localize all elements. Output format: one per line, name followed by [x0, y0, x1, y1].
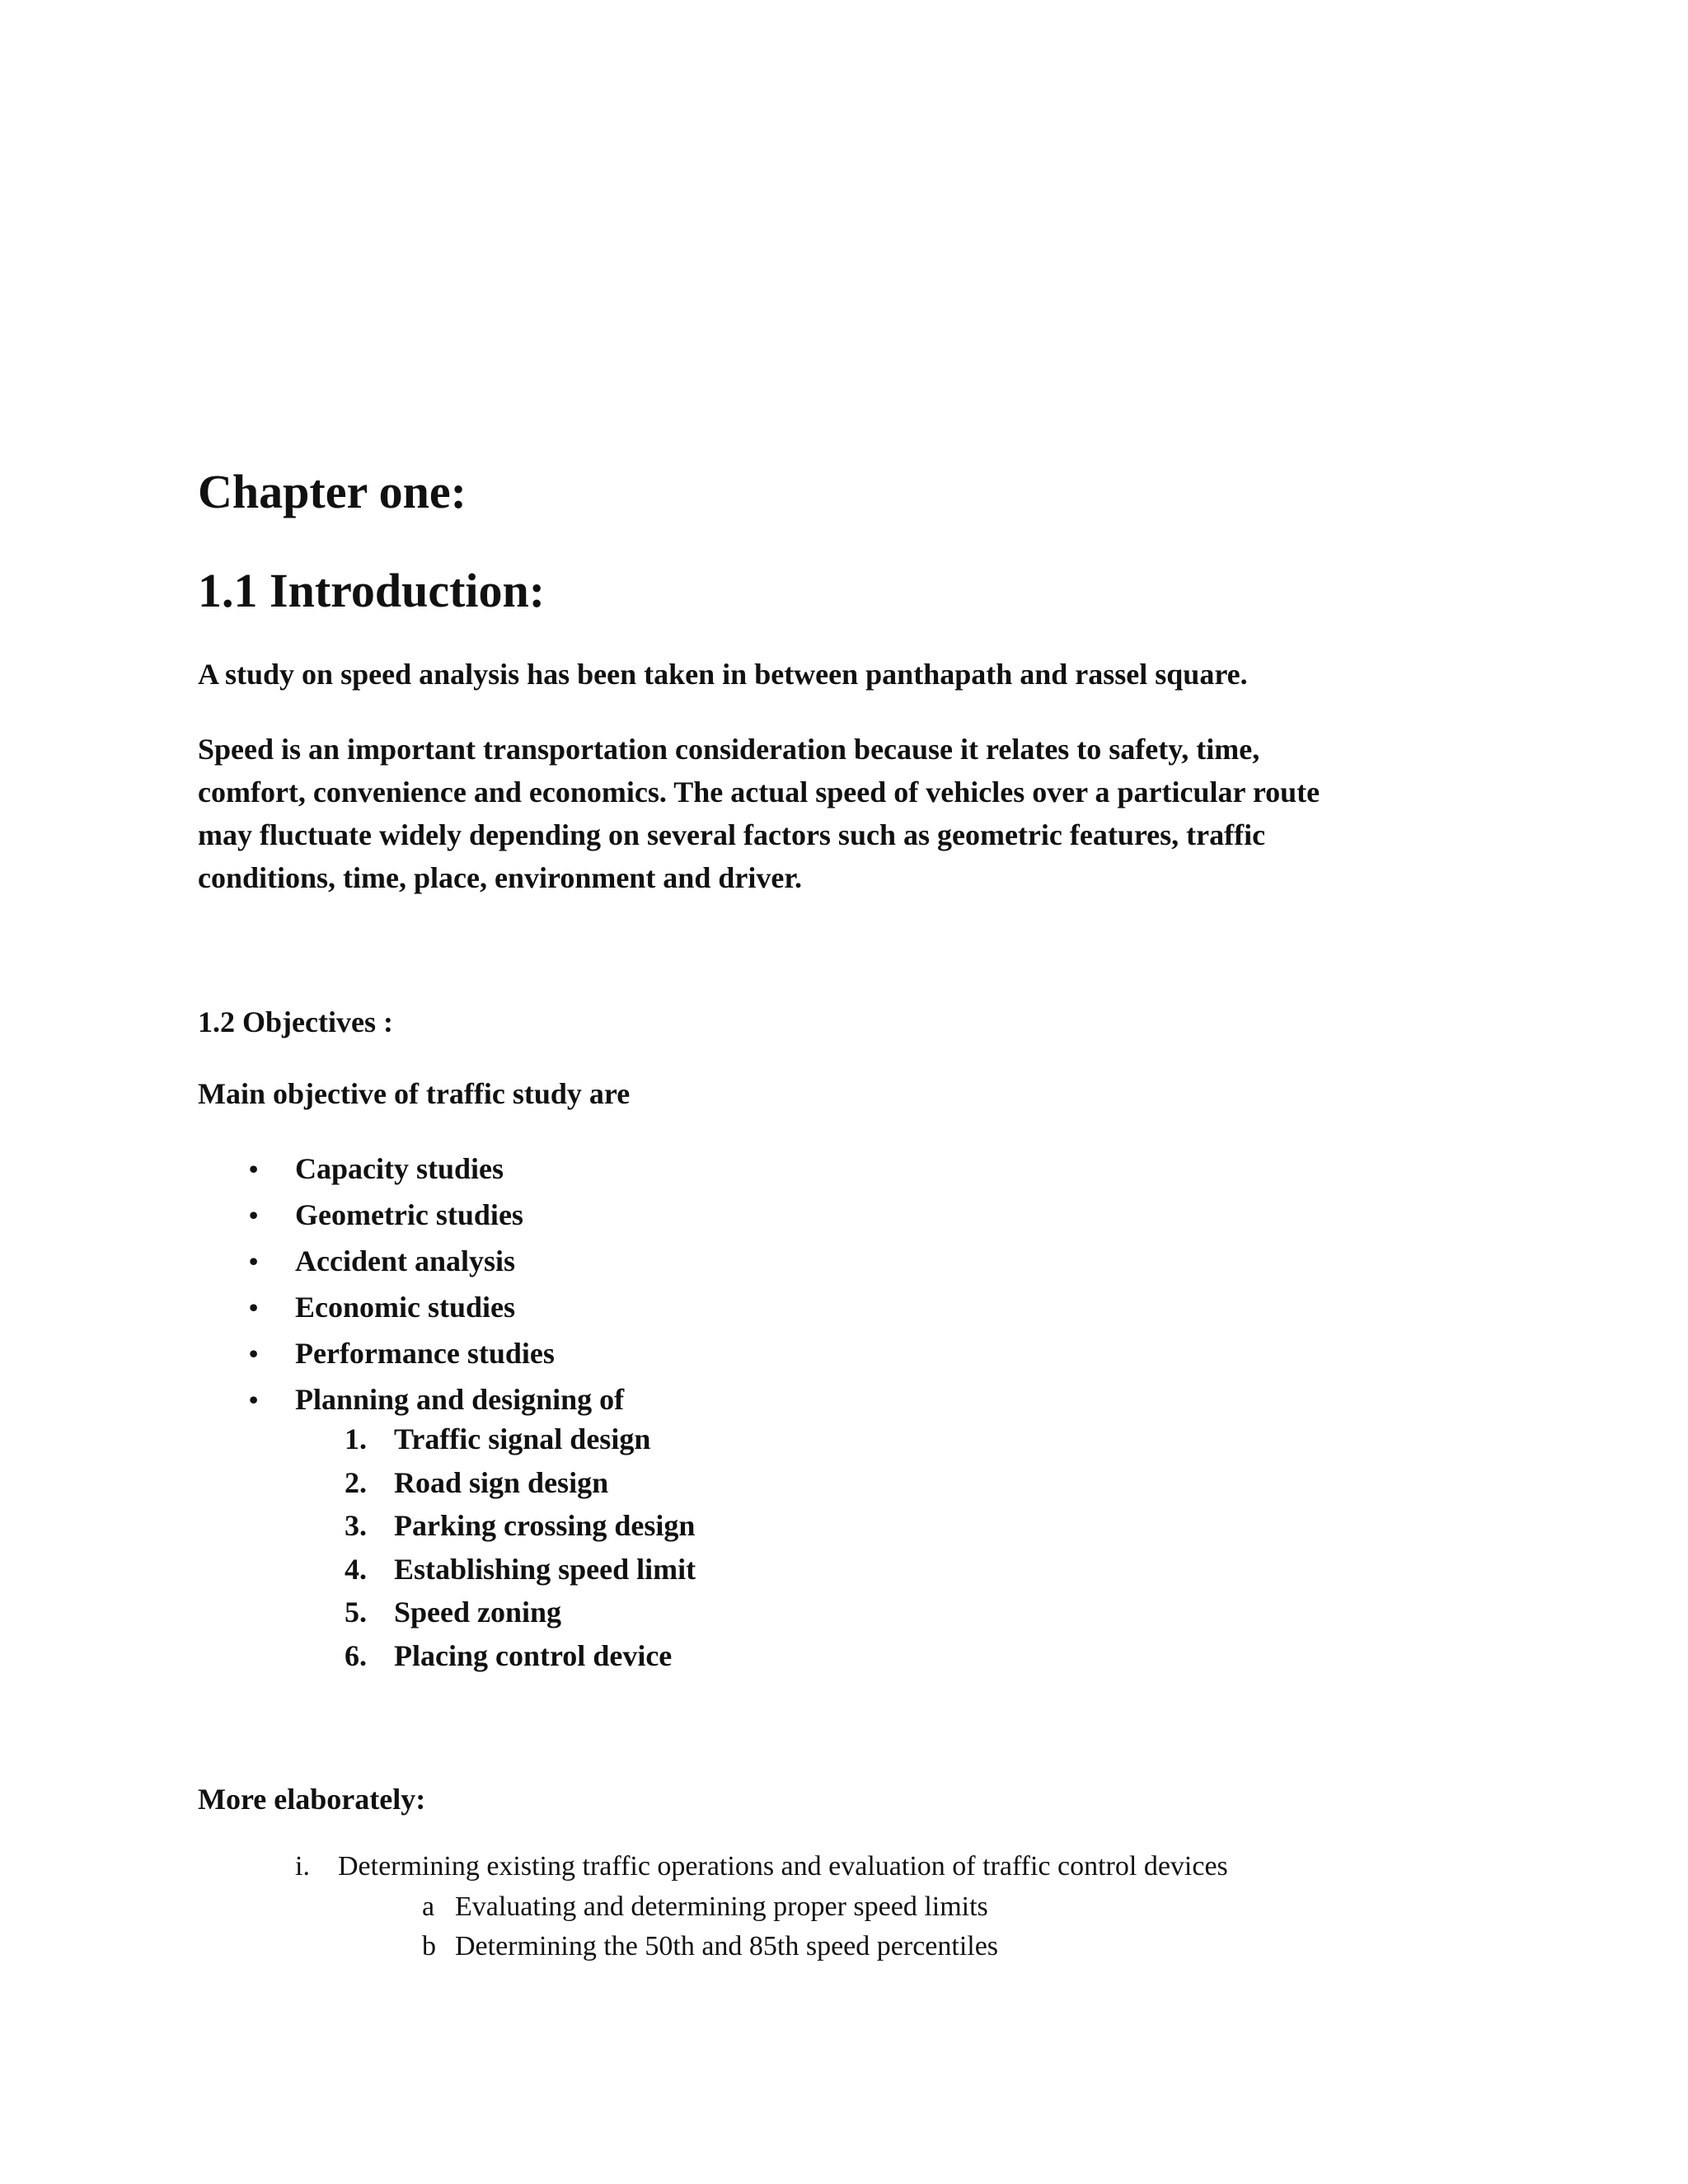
list-item-text: Determining the 50th and 85th speed percentiles [455, 1931, 999, 1961]
paragraph-line: may fluctuate widely depending on several factors such as geometric features, traffic [198, 818, 1266, 851]
objectives-heading: 1.2 Objectives : [198, 1005, 393, 1038]
list-item [198, 1284, 624, 1330]
paragraph-line: comfort, convenience and economics. The actual speed of vehicles over a particular route [198, 776, 1320, 808]
list-item [198, 1418, 696, 1461]
list-item-text: Accident analysis [295, 1244, 516, 1277]
list-item-text: Placing control device [394, 1638, 673, 1672]
more-elaborately-heading: More elaborately: [198, 1783, 426, 1816]
objectives-bullet-list [198, 1146, 624, 1422]
list-item-text: Capacity studies [295, 1152, 504, 1185]
list-item [198, 1927, 998, 1966]
list-item [198, 1238, 624, 1284]
list-number: i. [295, 1851, 310, 1882]
bullet-icon: • [249, 1385, 259, 1414]
list-item [198, 1634, 696, 1678]
list-number: 5. [345, 1596, 367, 1629]
list-item [198, 1461, 696, 1505]
list-item [198, 1330, 624, 1376]
list-item-text: Establishing speed limit [394, 1552, 696, 1586]
paragraph-line: conditions, time, place, environment and driver. [198, 861, 803, 894]
introduction-heading: 1.1 Introduction: [198, 564, 546, 617]
bullet-icon: • [249, 1338, 259, 1368]
roman-numbered-list [198, 1846, 1228, 1887]
list-item [198, 1376, 624, 1422]
study-statement: A study on speed analysis has been taken in between panthapath and rassel square. [198, 658, 1248, 691]
paragraph-line: Speed is an important transportation consideration because it relates to safety, time, [198, 733, 1260, 766]
bullet-icon: • [249, 1246, 259, 1276]
list-item [198, 1591, 696, 1634]
list-number: 6. [345, 1638, 367, 1672]
list-item-text: Determining existing traffic operations and evaluation of traffic control devices [338, 1851, 1228, 1882]
introduction-paragraph [198, 728, 1484, 899]
list-item [198, 1887, 998, 1927]
list-item [198, 1192, 624, 1238]
list-number: 2. [345, 1465, 367, 1499]
list-item [198, 1548, 696, 1591]
list-item-text: Planning and designing of [295, 1383, 625, 1416]
list-item [198, 1146, 624, 1192]
bullet-icon: • [249, 1154, 259, 1183]
list-item-text: Evaluating and determining proper speed limits [455, 1891, 988, 1922]
list-item-text: Economic studies [295, 1291, 516, 1324]
list-letter: b [422, 1931, 436, 1961]
planning-numbered-list [198, 1418, 696, 1678]
alpha-sub-list [198, 1887, 998, 1966]
list-number: 4. [345, 1552, 367, 1586]
list-item-text: Traffic signal design [394, 1422, 651, 1455]
bullet-icon: • [249, 1292, 259, 1322]
list-item-text: Parking crossing design [394, 1509, 696, 1543]
list-item-text: Performance studies [295, 1337, 555, 1370]
bullet-icon: • [249, 1200, 259, 1230]
list-number: 1. [345, 1422, 367, 1455]
list-letter: a [422, 1891, 435, 1922]
list-item [198, 1846, 1228, 1887]
chapter-heading: Chapter one: [198, 465, 467, 518]
objectives-intro: Main objective of traffic study are [198, 1077, 631, 1110]
list-item-text: Speed zoning [394, 1596, 562, 1629]
list-number: 3. [345, 1509, 367, 1543]
list-item-text: Geometric studies [295, 1198, 523, 1231]
list-item-text: Road sign design [394, 1465, 609, 1499]
list-item [198, 1504, 696, 1548]
